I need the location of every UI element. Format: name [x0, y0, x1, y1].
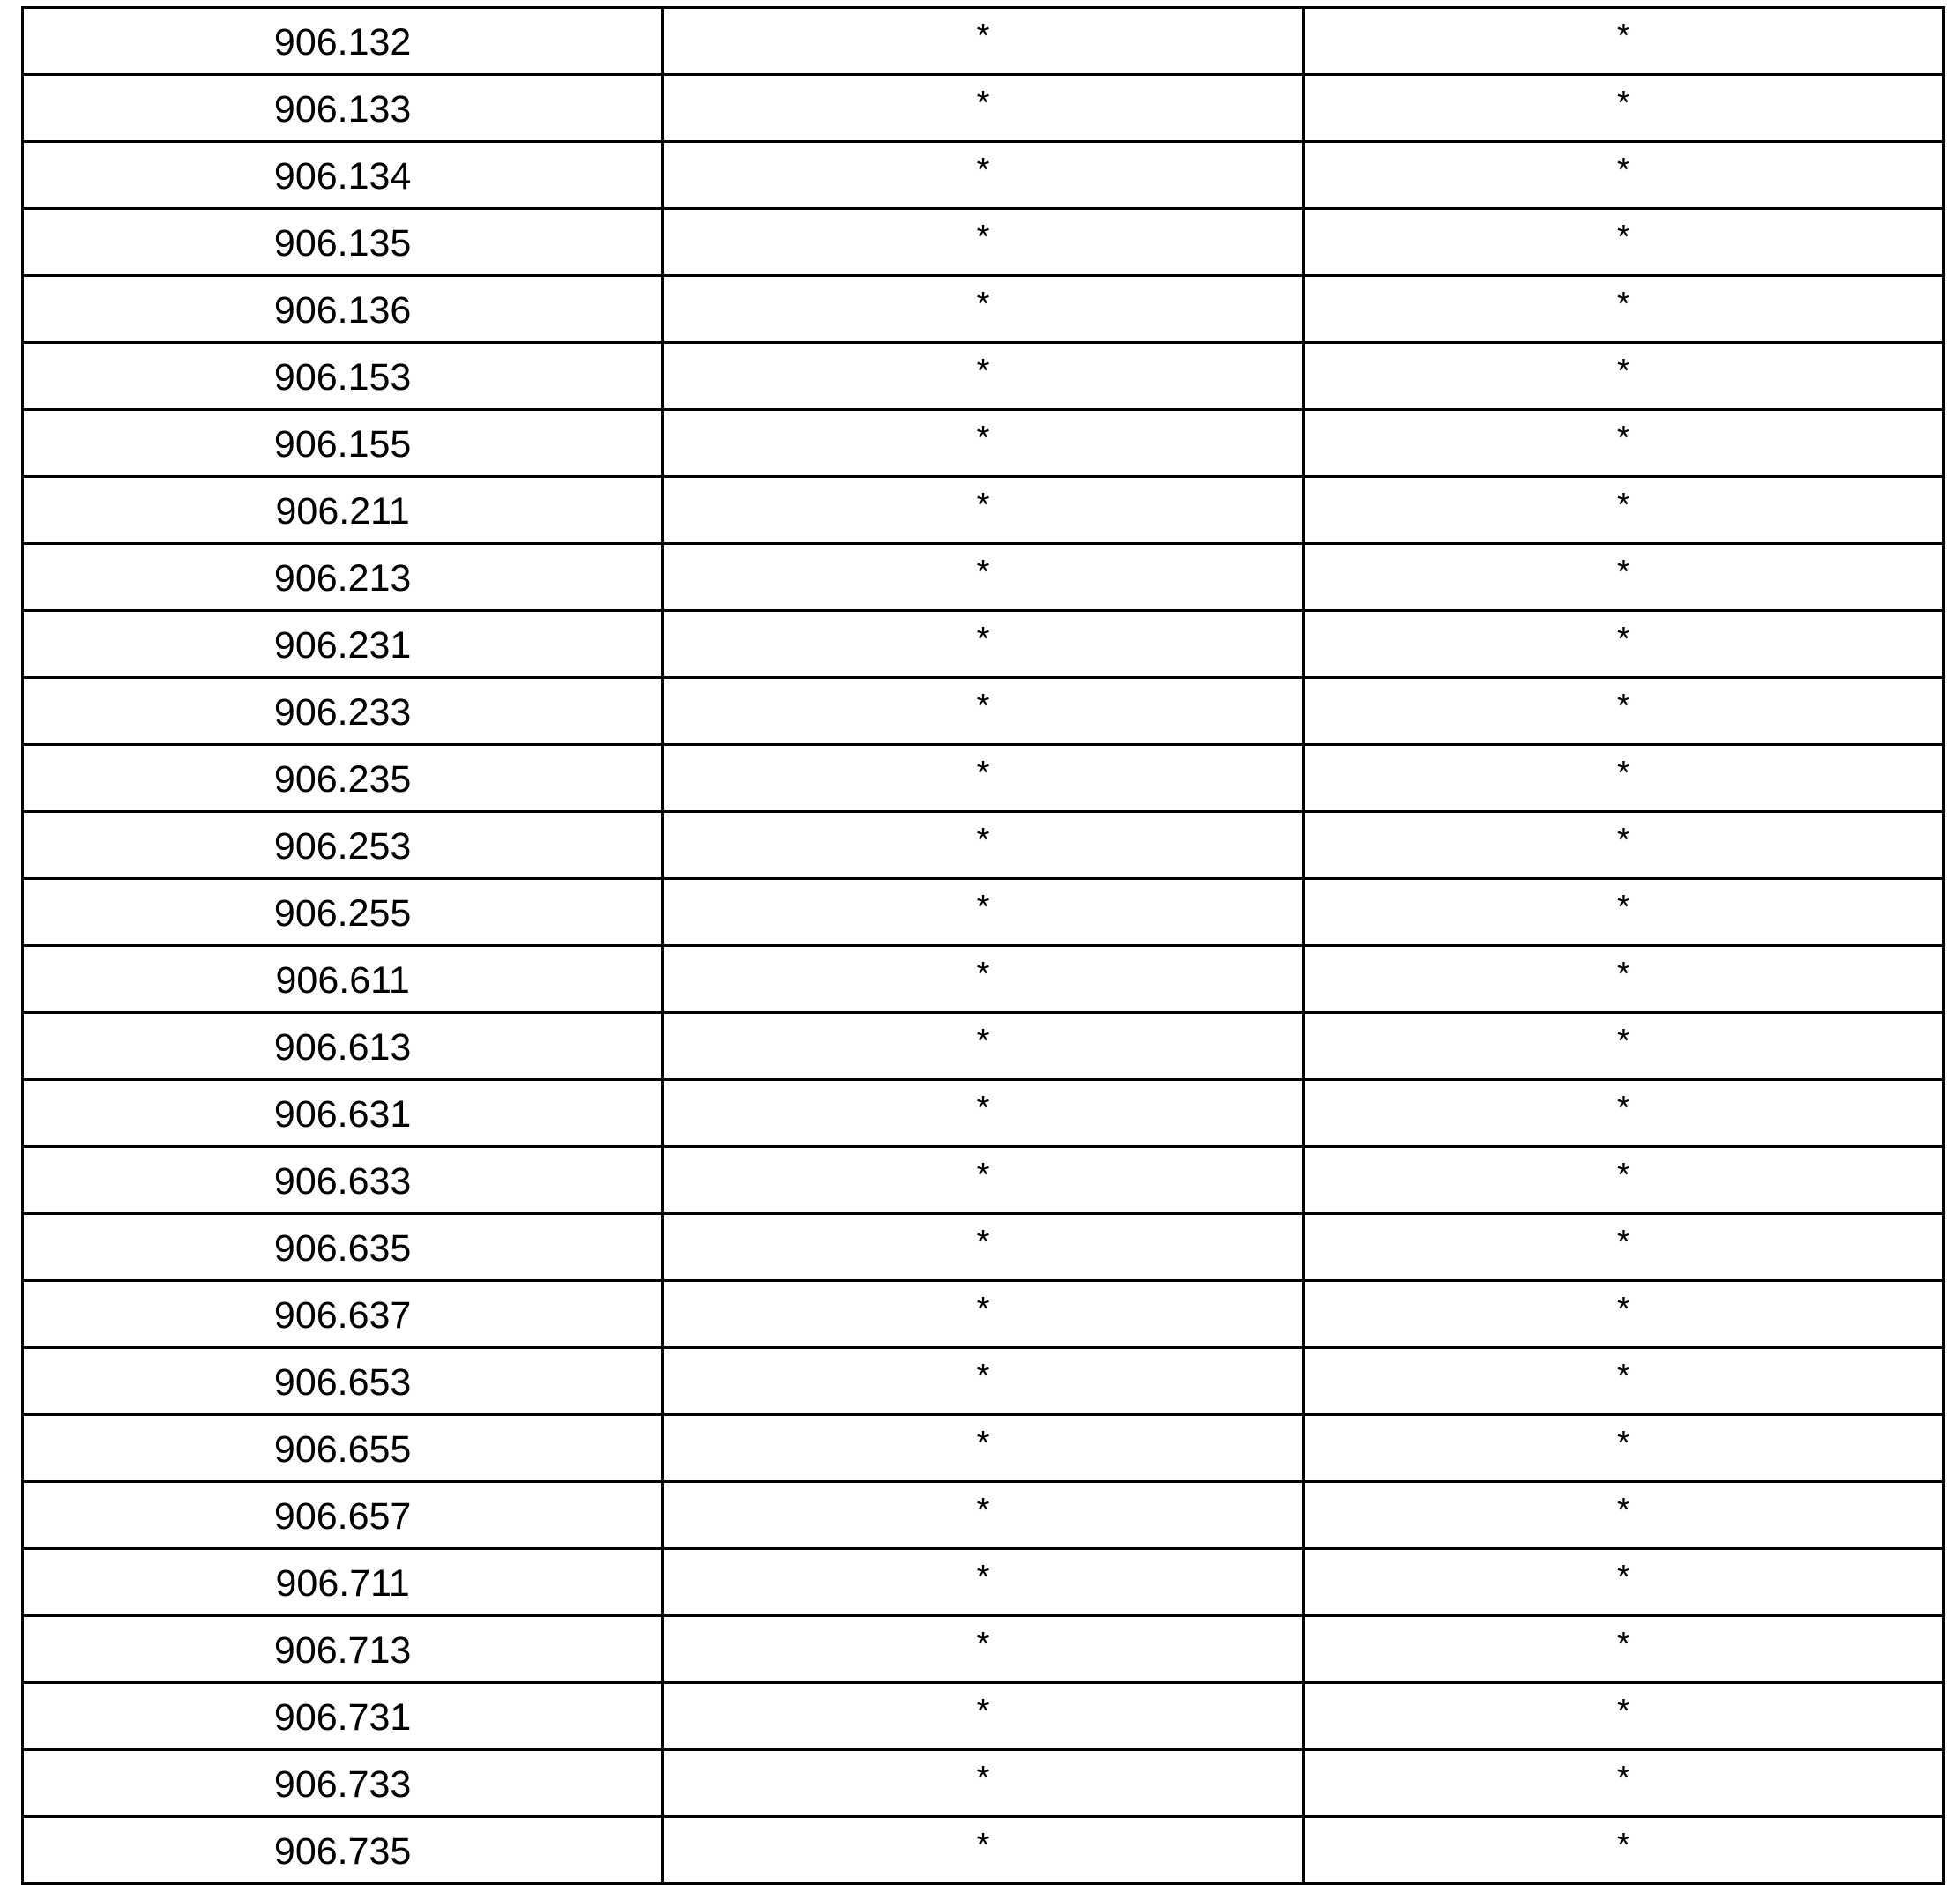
table-row — [23, 678, 1944, 745]
table-row — [23, 142, 1944, 209]
data-table — [21, 6, 1945, 1885]
table-row — [23, 1616, 1944, 1683]
row-id-cell: 906.731 — [23, 1683, 663, 1750]
row-mark-cell: * — [663, 544, 1303, 611]
row-mark-cell: * — [1303, 1214, 1943, 1281]
row-mark-cell: * — [663, 343, 1303, 410]
row-mark-cell: * — [1303, 946, 1943, 1013]
row-id-cell: 906.635 — [23, 1214, 663, 1281]
row-id-cell: 906.255 — [23, 879, 663, 946]
row-id-cell: 906.733 — [23, 1750, 663, 1817]
row-mark-cell: * — [1303, 678, 1943, 745]
row-mark-cell: * — [663, 276, 1303, 343]
row-mark-cell: * — [663, 1348, 1303, 1415]
row-id-cell: 906.155 — [23, 410, 663, 477]
row-id-cell: 906.233 — [23, 678, 663, 745]
row-id-cell: 906.655 — [23, 1415, 663, 1482]
row-mark-cell: * — [1303, 75, 1943, 142]
row-mark-cell: * — [1303, 343, 1943, 410]
row-mark-cell: * — [663, 1080, 1303, 1147]
row-mark-cell: * — [663, 75, 1303, 142]
row-mark-cell: * — [663, 1281, 1303, 1348]
row-mark-cell: * — [1303, 1281, 1943, 1348]
row-mark-cell: * — [1303, 812, 1943, 879]
table-row — [23, 1750, 1944, 1817]
row-mark-cell: * — [663, 1147, 1303, 1214]
row-mark-cell: * — [663, 946, 1303, 1013]
row-mark-cell: * — [663, 812, 1303, 879]
row-mark-cell: * — [1303, 1080, 1943, 1147]
row-mark-cell: * — [1303, 8, 1943, 75]
table-row — [23, 812, 1944, 879]
table-row — [23, 1549, 1944, 1616]
row-mark-cell: * — [1303, 1750, 1943, 1817]
table-row — [23, 946, 1944, 1013]
row-mark-cell: * — [663, 1214, 1303, 1281]
row-id-cell: 906.611 — [23, 946, 663, 1013]
row-mark-cell: * — [1303, 142, 1943, 209]
row-id-cell: 906.213 — [23, 544, 663, 611]
row-mark-cell: * — [663, 142, 1303, 209]
table-row — [23, 343, 1944, 410]
table-row — [23, 879, 1944, 946]
row-mark-cell: * — [1303, 477, 1943, 544]
table-row — [23, 209, 1944, 276]
row-mark-cell: * — [663, 477, 1303, 544]
row-mark-cell: * — [663, 1817, 1303, 1884]
table-row — [23, 1817, 1944, 1884]
row-mark-cell: * — [663, 410, 1303, 477]
table-row — [23, 75, 1944, 142]
row-mark-cell: * — [663, 1683, 1303, 1750]
table-row — [23, 1348, 1944, 1415]
table-row — [23, 477, 1944, 544]
row-mark-cell: * — [1303, 410, 1943, 477]
table-row — [23, 1683, 1944, 1750]
row-id-cell: 906.711 — [23, 1549, 663, 1616]
row-mark-cell: * — [663, 1013, 1303, 1080]
row-mark-cell: * — [663, 1549, 1303, 1616]
table-row — [23, 745, 1944, 812]
row-mark-cell: * — [1303, 1147, 1943, 1214]
row-mark-cell: * — [1303, 1482, 1943, 1549]
row-mark-cell: * — [1303, 1013, 1943, 1080]
row-mark-cell: * — [1303, 209, 1943, 276]
table-row — [23, 410, 1944, 477]
row-mark-cell: * — [1303, 611, 1943, 678]
row-mark-cell: * — [1303, 544, 1943, 611]
row-id-cell: 906.136 — [23, 276, 663, 343]
row-id-cell: 906.253 — [23, 812, 663, 879]
table-row — [23, 611, 1944, 678]
row-mark-cell: * — [663, 1482, 1303, 1549]
row-mark-cell: * — [1303, 1683, 1943, 1750]
table-row — [23, 1080, 1944, 1147]
row-mark-cell: * — [1303, 276, 1943, 343]
row-mark-cell: * — [663, 1415, 1303, 1482]
row-id-cell: 906.633 — [23, 1147, 663, 1214]
row-id-cell: 906.133 — [23, 75, 663, 142]
table-row — [23, 1415, 1944, 1482]
row-id-cell: 906.211 — [23, 477, 663, 544]
row-id-cell: 906.231 — [23, 611, 663, 678]
row-id-cell: 906.235 — [23, 745, 663, 812]
row-mark-cell: * — [663, 209, 1303, 276]
row-id-cell: 906.657 — [23, 1482, 663, 1549]
row-id-cell: 906.613 — [23, 1013, 663, 1080]
row-id-cell: 906.134 — [23, 142, 663, 209]
row-mark-cell: * — [1303, 879, 1943, 946]
row-id-cell: 906.132 — [23, 8, 663, 75]
row-mark-cell: * — [663, 8, 1303, 75]
row-mark-cell: * — [663, 1750, 1303, 1817]
table-body — [23, 8, 1944, 1884]
table-row — [23, 1482, 1944, 1549]
table-row — [23, 8, 1944, 75]
row-id-cell: 906.631 — [23, 1080, 663, 1147]
row-mark-cell: * — [1303, 1616, 1943, 1683]
row-mark-cell: * — [1303, 1817, 1943, 1884]
row-id-cell: 906.713 — [23, 1616, 663, 1683]
row-id-cell: 906.637 — [23, 1281, 663, 1348]
table-row — [23, 1013, 1944, 1080]
row-mark-cell: * — [1303, 1348, 1943, 1415]
table-row — [23, 544, 1944, 611]
row-id-cell: 906.153 — [23, 343, 663, 410]
row-mark-cell: * — [663, 678, 1303, 745]
table-row — [23, 1147, 1944, 1214]
row-id-cell: 906.653 — [23, 1348, 663, 1415]
table-row — [23, 1214, 1944, 1281]
row-id-cell: 906.735 — [23, 1817, 663, 1884]
table-row — [23, 1281, 1944, 1348]
row-mark-cell: * — [1303, 1549, 1943, 1616]
row-id-cell: 906.135 — [23, 209, 663, 276]
row-mark-cell: * — [663, 1616, 1303, 1683]
row-mark-cell: * — [1303, 745, 1943, 812]
row-mark-cell: * — [663, 611, 1303, 678]
row-mark-cell: * — [1303, 1415, 1943, 1482]
row-mark-cell: * — [663, 745, 1303, 812]
table-row — [23, 276, 1944, 343]
row-mark-cell: * — [663, 879, 1303, 946]
